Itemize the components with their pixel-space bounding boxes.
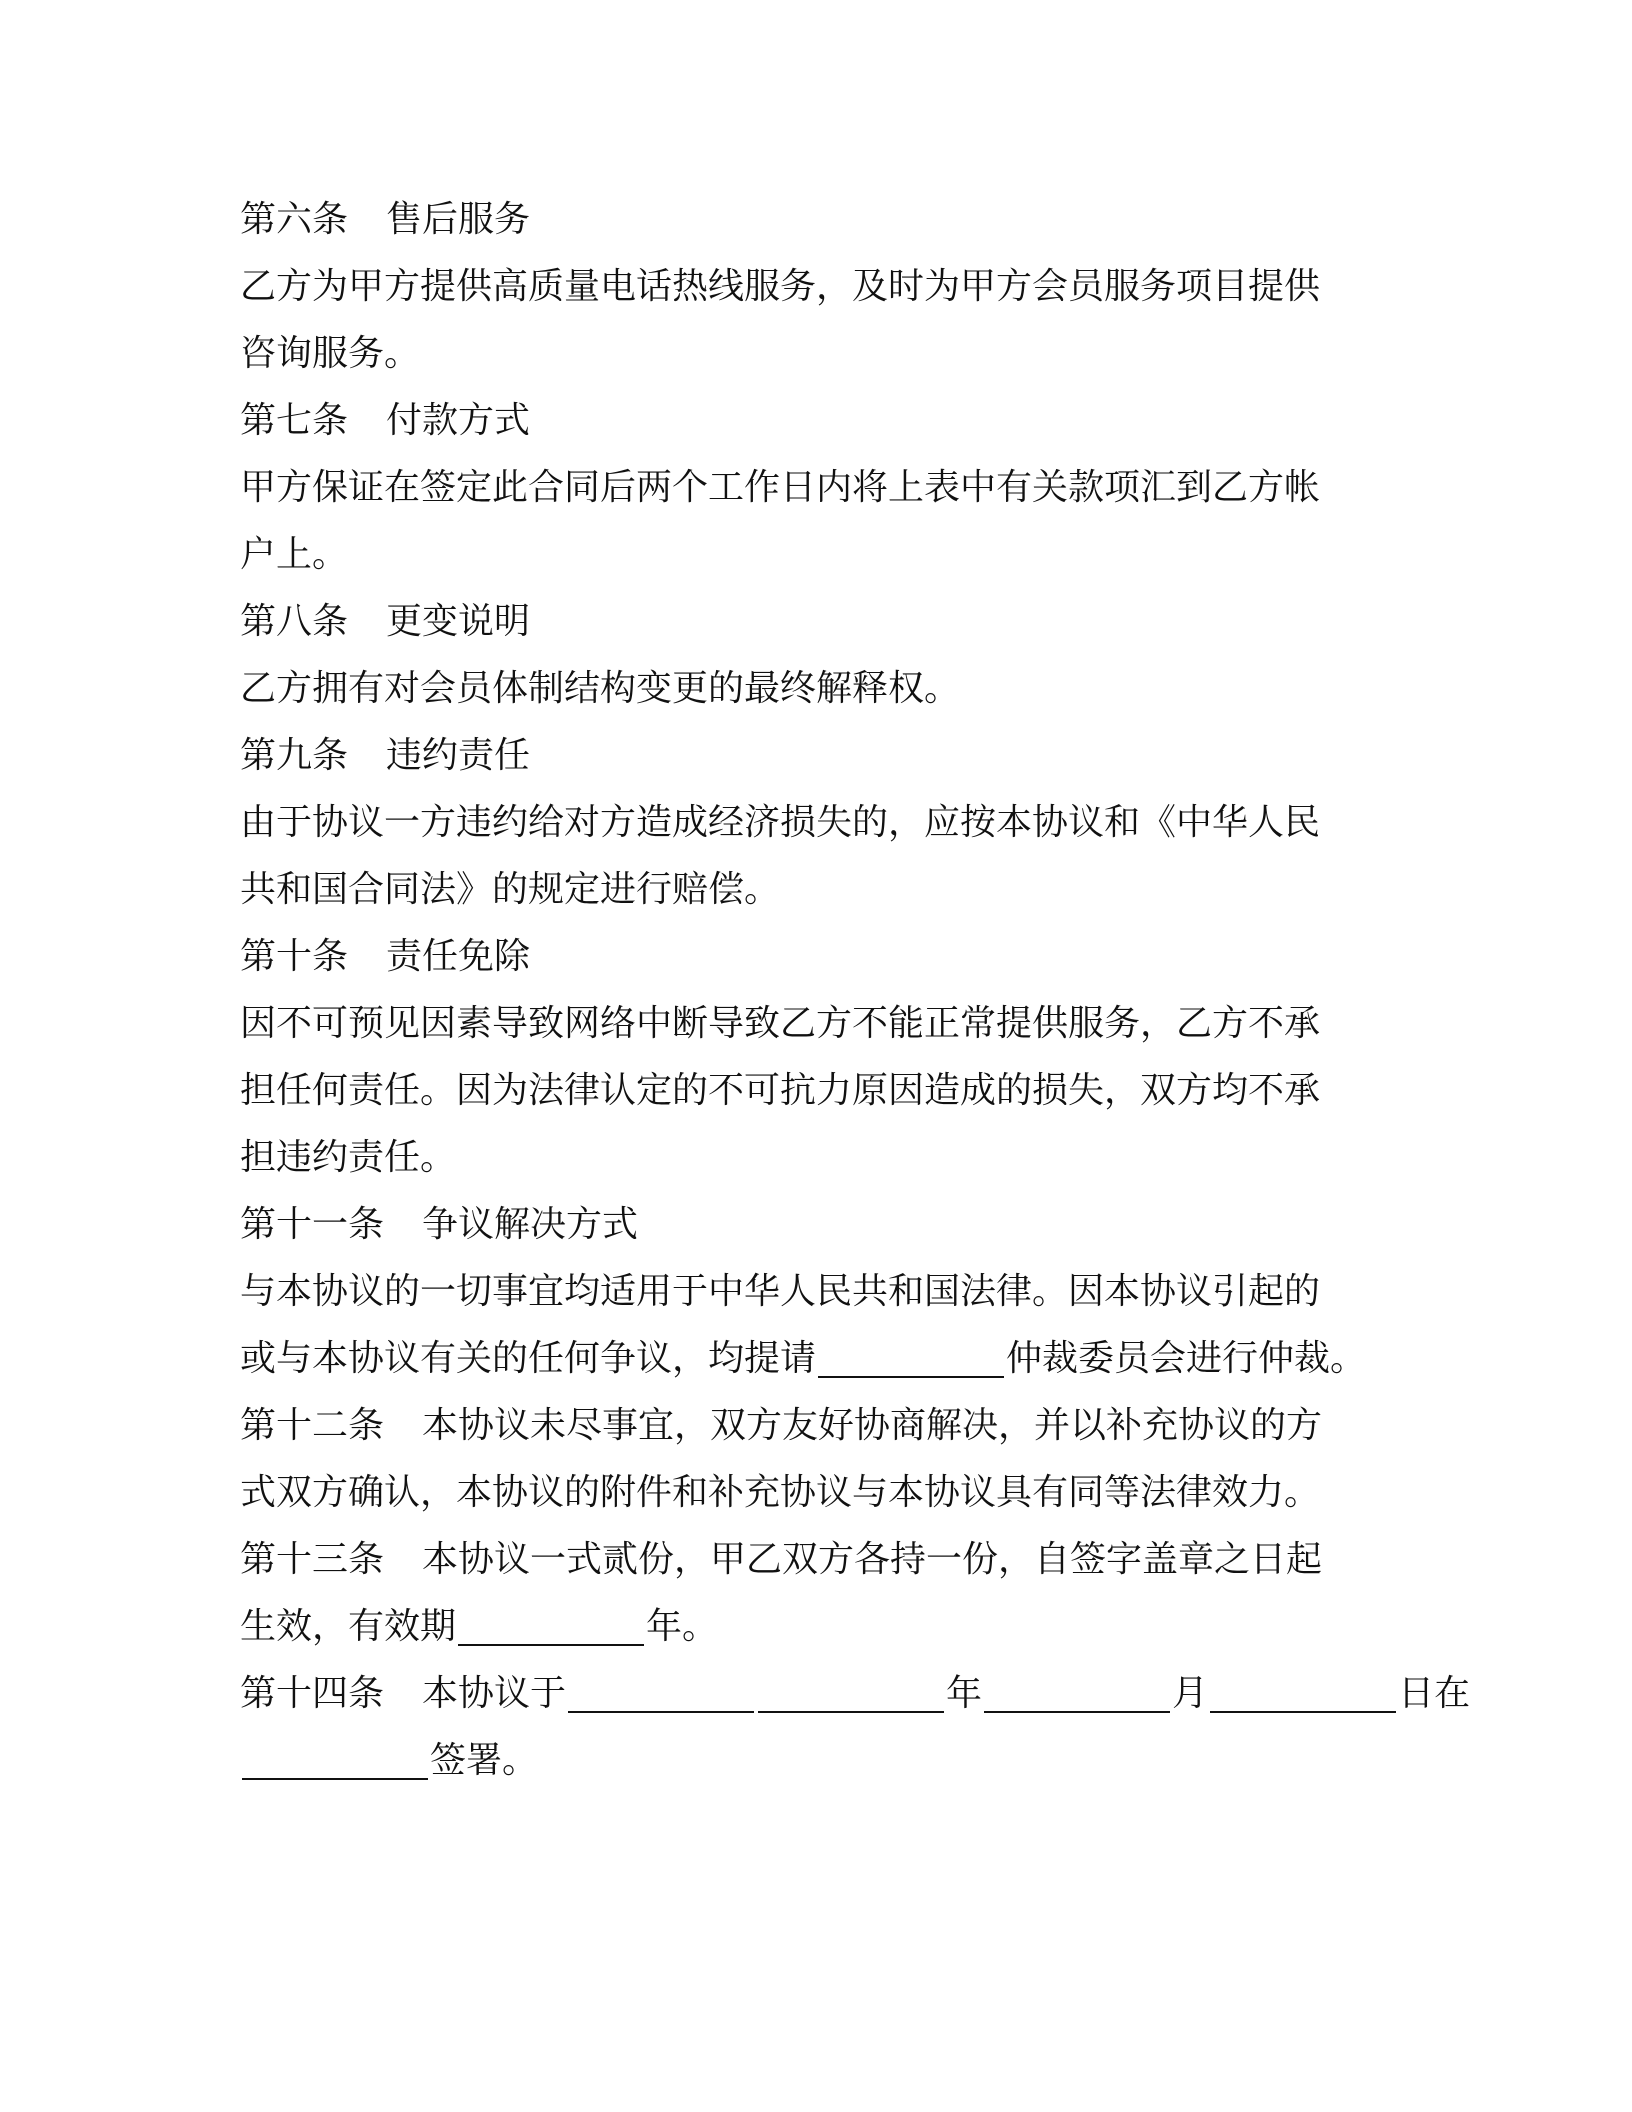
body-text: 月 (1172, 1673, 1209, 1714)
body-text: 担违约责任。 (240, 1137, 457, 1178)
article-heading (240, 1392, 1400, 1459)
body-text: 或与本协议有关的任何争议，均提请 (240, 1338, 817, 1379)
body-text: 户上。 (240, 534, 349, 575)
body-text-line (240, 1057, 1400, 1124)
body-text: 年。 (646, 1606, 719, 1647)
article-number: 第十三条 (240, 1539, 385, 1580)
article-title: 违约责任 (386, 735, 531, 776)
article-title: 本协议于 (422, 1673, 567, 1714)
body-text: 共和国合同法》的规定进行赔偿。 (240, 869, 781, 910)
document-page (240, 186, 1471, 1794)
fill-in-line (240, 1325, 1400, 1392)
fill-in-blank (242, 1778, 428, 1780)
article-number: 第六条 (240, 199, 349, 240)
article-number: 第十二条 (240, 1405, 385, 1446)
article-title: 售后服务 (386, 199, 531, 240)
article-title: 责任免除 (386, 936, 531, 977)
body-text: 由于协议一方违约给对方造成经济损失的，应按本协议和《中华人民 (240, 802, 1321, 843)
body-text-line (240, 253, 1400, 320)
article-title: 付款方式 (386, 400, 531, 441)
body-text: 生效，有效期 (240, 1606, 457, 1647)
body-text-line (240, 655, 1400, 722)
body-text-line (240, 1124, 1400, 1191)
fill-in-blank (568, 1711, 754, 1713)
body-text: 因不可预见因素导致网络中断导致乙方不能正常提供服务，乙方不承 (240, 1003, 1321, 1044)
article-number: 第十四条 (240, 1673, 385, 1714)
body-text-line (240, 1459, 1400, 1526)
body-text-line (240, 789, 1400, 856)
article-title: 本协议未尽事宜，双方友好协商解决，并以补充协议的方 (422, 1405, 1323, 1446)
fill-in-blank (984, 1711, 1170, 1713)
fill-in-line (240, 1660, 1471, 1727)
body-text: 签署。 (430, 1740, 539, 1781)
body-text: 甲方保证在签定此合同后两个工作日内将上表中有关款项汇到乙方帐 (240, 467, 1321, 508)
fill-in-blank (458, 1644, 644, 1646)
article-title: 争议解决方式 (422, 1204, 639, 1245)
article-heading (240, 588, 1400, 655)
body-text: 咨询服务。 (240, 333, 421, 374)
article-title: 更变说明 (386, 601, 531, 642)
article-heading (240, 1191, 1400, 1258)
fill-in-blank (1210, 1711, 1396, 1713)
body-text-line (240, 1258, 1400, 1325)
body-text-line (240, 521, 1400, 588)
article-heading (240, 722, 1400, 789)
body-text: 日在 (1398, 1673, 1471, 1714)
article-number: 第九条 (240, 735, 349, 776)
body-text: 乙方为甲方提供高质量电话热线服务，及时为甲方会员服务项目提供 (240, 266, 1321, 307)
article-heading (240, 186, 1400, 253)
body-text: 式双方确认，本协议的附件和补充协议与本协议具有同等法律效力。 (240, 1472, 1321, 1513)
body-text-line (240, 990, 1400, 1057)
article-number: 第七条 (240, 400, 349, 441)
article-heading (240, 387, 1400, 454)
article-number: 第十条 (240, 936, 349, 977)
fill-in-blank (818, 1376, 1004, 1378)
article-heading (240, 923, 1400, 990)
fill-in-line (240, 1727, 1400, 1794)
fill-in-line (240, 1593, 1400, 1660)
body-text: 乙方拥有对会员体制结构变更的最终解释权。 (240, 668, 961, 709)
fill-in-blank (758, 1711, 944, 1713)
article-number: 第十一条 (240, 1204, 385, 1245)
body-text: 担任何责任。因为法律认定的不可抗力原因造成的损失，双方均不承 (240, 1070, 1321, 1111)
body-text-line (240, 320, 1400, 387)
body-text: 与本协议的一切事宜均适用于中华人民共和国法律。因本协议引起的 (240, 1271, 1321, 1312)
body-text: 仲裁委员会进行仲裁。 (1006, 1338, 1367, 1379)
article-heading (240, 1526, 1400, 1593)
body-text-line (240, 856, 1400, 923)
body-text: 年 (946, 1673, 983, 1714)
article-title: 本协议一式贰份，甲乙双方各持一份，自签字盖章之日起 (422, 1539, 1323, 1580)
body-text-line (240, 454, 1400, 521)
article-number: 第八条 (240, 601, 349, 642)
